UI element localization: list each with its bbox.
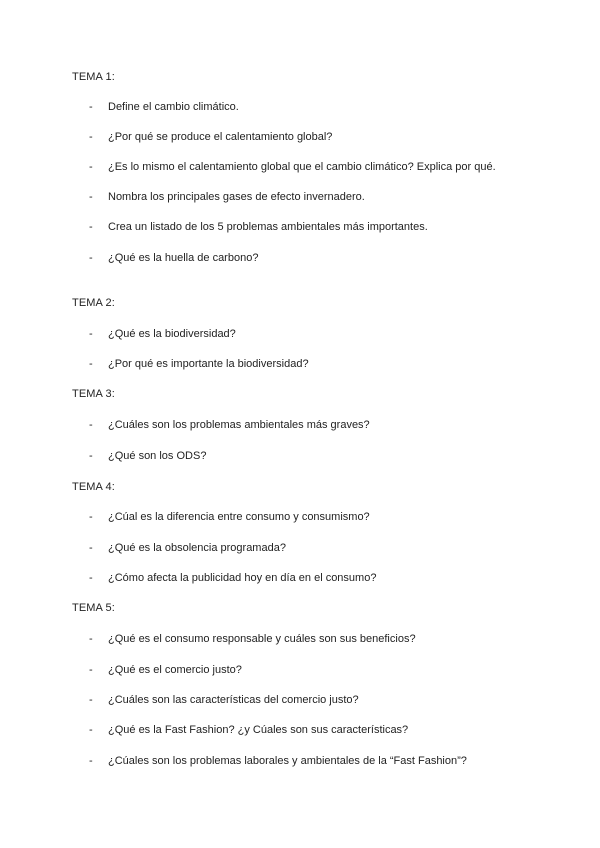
tema-2-title: TEMA 2:	[72, 297, 115, 309]
bullet-dash: -	[89, 191, 93, 203]
item-text: ¿Qué es la obsolencia programada?	[108, 542, 286, 554]
bullet-dash: -	[89, 328, 93, 340]
bullet-dash: -	[89, 542, 93, 554]
tema-5-title: TEMA 5:	[72, 602, 115, 614]
item-text: Nombra los principales gases de efecto invernadero.	[108, 191, 365, 203]
list-item	[89, 450, 206, 462]
list-item	[89, 221, 428, 233]
bullet-dash: -	[89, 161, 93, 173]
item-text: Define el cambio climático.	[108, 101, 239, 113]
item-text: ¿Cómo afecta la publicidad hoy en día en el consumo?	[108, 572, 377, 584]
item-text: ¿Qué es el comercio justo?	[108, 664, 242, 676]
bullet-dash: -	[89, 358, 93, 370]
tema-4-title: TEMA 4:	[72, 481, 115, 493]
item-text: ¿Cúal es la diferencia entre consumo y consumismo?	[108, 511, 370, 523]
list-item	[89, 328, 236, 340]
bullet-dash: -	[89, 131, 93, 143]
list-item	[89, 161, 496, 173]
item-text: ¿Qué es la Fast Fashion? ¿y Cúales son sus características?	[108, 724, 409, 736]
list-item	[89, 101, 239, 113]
item-text: ¿Qué son los ODS?	[108, 450, 207, 462]
item-text: ¿Es lo mismo el calentamiento global que el cambio climático? Explica por qué.	[108, 161, 496, 173]
list-item	[89, 633, 416, 645]
bullet-dash: -	[89, 724, 93, 736]
bullet-dash: -	[89, 572, 93, 584]
list-item	[89, 755, 467, 767]
bullet-dash: -	[89, 419, 93, 431]
list-item	[89, 252, 258, 264]
item-text: ¿Por qué se produce el calentamiento global?	[108, 131, 333, 143]
item-text: ¿Cuáles son los problemas ambientales más graves?	[108, 419, 370, 431]
bullet-dash: -	[89, 633, 93, 645]
list-item	[89, 542, 286, 554]
item-text: ¿Qué es la huella de carbono?	[108, 252, 259, 264]
item-text: ¿Qué es el consumo responsable y cuáles son sus beneficios?	[108, 633, 416, 645]
item-text: ¿Cúales son los problemas laborales y ambientales de la “Fast Fashion”?	[108, 755, 467, 767]
list-item	[89, 131, 332, 143]
list-item	[89, 358, 309, 370]
bullet-dash: -	[89, 101, 93, 113]
list-item	[89, 664, 242, 676]
item-text: Crea un listado de los 5 problemas ambientales más importantes.	[108, 221, 428, 233]
list-item	[89, 572, 376, 584]
list-item	[89, 191, 365, 203]
tema-3-title: TEMA 3:	[72, 388, 115, 400]
bullet-dash: -	[89, 664, 93, 676]
list-item	[89, 419, 370, 431]
bullet-dash: -	[89, 450, 93, 462]
bullet-dash: -	[89, 694, 93, 706]
bullet-dash: -	[89, 755, 93, 767]
list-item	[89, 694, 359, 706]
bullet-dash: -	[89, 221, 93, 233]
item-text: ¿Cuáles son las características del comercio justo?	[108, 694, 359, 706]
item-text: ¿Por qué es importante la biodiversidad?	[108, 358, 309, 370]
list-item	[89, 511, 370, 523]
list-item	[89, 724, 408, 736]
item-text: ¿Qué es la biodiversidad?	[108, 328, 236, 340]
tema-1-title: TEMA 1:	[72, 71, 115, 83]
bullet-dash: -	[89, 252, 93, 264]
bullet-dash: -	[89, 511, 93, 523]
